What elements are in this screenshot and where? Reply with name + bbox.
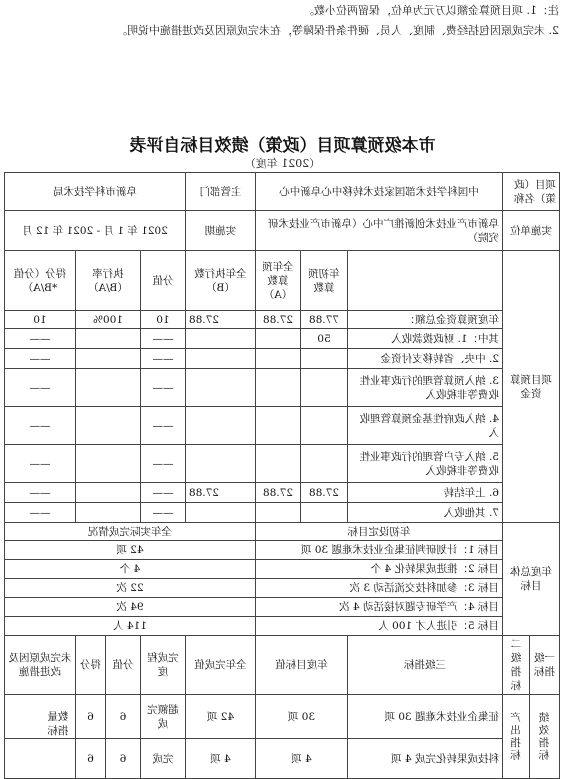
goal-set: 目标 5：引进人才 100 人 bbox=[255, 617, 502, 636]
target-value: 30 项 bbox=[255, 695, 347, 739]
funds-initial bbox=[301, 445, 348, 483]
funds-row bbox=[4, 483, 559, 503]
weight-value: 6 bbox=[105, 739, 140, 779]
level2-output-label bbox=[503, 695, 530, 779]
actual-header: 全年完成值 bbox=[185, 636, 255, 695]
level2-header: 二级指标 bbox=[503, 636, 530, 695]
funds-row-label: 4. 纳入政府性基金预算管理收入 bbox=[348, 407, 503, 445]
funds-rate bbox=[75, 369, 140, 407]
funds-fullyear bbox=[255, 369, 300, 407]
degree-value: 完成 bbox=[140, 739, 185, 779]
impl-unit-label: 实施单位 bbox=[503, 211, 560, 251]
reason-header: 未完成原因及改进措施 bbox=[4, 636, 75, 695]
funds-row bbox=[4, 503, 559, 523]
funds-score: —— bbox=[4, 329, 75, 349]
funds-score: —— bbox=[4, 503, 75, 523]
funds-score: —— bbox=[4, 483, 75, 503]
weight-header: 分值 bbox=[105, 636, 140, 695]
target-header: 年度目标值 bbox=[255, 636, 347, 695]
funds-weight: 10 bbox=[140, 311, 185, 329]
page-title: 市本级预算项目（政策）绩效目标自评表 bbox=[129, 136, 436, 156]
funds-score: —— bbox=[4, 445, 75, 483]
funds-rate bbox=[75, 445, 140, 483]
funds-executed bbox=[185, 503, 255, 523]
level3-text: 征集企业技术难题 30 项 bbox=[384, 710, 499, 723]
funds-fullyear bbox=[255, 445, 300, 483]
funds-row bbox=[4, 329, 559, 349]
level3-value bbox=[348, 695, 503, 739]
funds-initial: 27.88 bbox=[301, 483, 348, 503]
row-indicator-headers bbox=[4, 636, 559, 695]
funds-row bbox=[4, 369, 559, 407]
funds-rate bbox=[75, 329, 140, 349]
funds-executed: 27.88 bbox=[185, 311, 255, 329]
funds-row-label: 2. 中央、省转移支付资金 bbox=[348, 349, 503, 369]
funds-row bbox=[4, 445, 559, 483]
funds-row-label: 3. 纳入预算管理的行政事业性收费等非税收入 bbox=[348, 369, 503, 407]
funds-rate bbox=[75, 407, 140, 445]
row-funds-headers bbox=[4, 251, 559, 311]
project-name-label: 项目（政策）名称 bbox=[503, 173, 560, 211]
col-weight-header: 分值 bbox=[140, 251, 185, 311]
note-1: 注：1. 项目预算金额以万元为单位，保留两位小数。 bbox=[303, 4, 559, 17]
reason-value bbox=[4, 739, 75, 779]
level1-label: 绩效指标 bbox=[530, 695, 560, 779]
note-2: 2. 未完成原因包括经费、制度、人员、硬件条件保障等，在未完成原因及改进措施中说明。 bbox=[116, 24, 559, 37]
goal-set: 目标 3：参加科技交流活动 3 次 bbox=[255, 579, 502, 598]
col-executed-header: 全年执行数（B） bbox=[185, 251, 255, 311]
goal-actual: 114 人 bbox=[4, 617, 255, 636]
funds-score: 10 bbox=[4, 311, 75, 329]
funds-fullyear bbox=[255, 503, 300, 523]
funds-row bbox=[4, 349, 559, 369]
funds-rate: 100% bbox=[75, 311, 140, 329]
funds-row-label: 5. 纳入专户管理的行政事业性收费等非税收入 bbox=[348, 445, 503, 483]
project-name-value: 中国科学技术部国家技术转移中心阜新中心 bbox=[255, 173, 502, 211]
funds-weight: —— bbox=[140, 329, 185, 349]
indicator-row bbox=[4, 739, 559, 779]
funds-rate bbox=[75, 483, 140, 503]
level1-header: 一级指标 bbox=[530, 636, 560, 695]
score-value: 6 bbox=[75, 739, 105, 779]
score-value: 6 bbox=[75, 695, 105, 739]
funds-score: —— bbox=[4, 369, 75, 407]
funds-executed bbox=[185, 407, 255, 445]
page-subtitle: （2021 年度） bbox=[244, 157, 321, 170]
period-label: 实施期 bbox=[185, 211, 255, 251]
funds-fullyear bbox=[255, 349, 300, 369]
goal-row bbox=[4, 560, 559, 579]
row-project-name bbox=[4, 173, 559, 211]
funds-weight: —— bbox=[140, 445, 185, 483]
col-rate-header: 执行率（B/A） bbox=[75, 251, 140, 311]
funds-weight: —— bbox=[140, 503, 185, 523]
funds-score: —— bbox=[4, 407, 75, 445]
funds-fullyear bbox=[255, 329, 300, 349]
score-header: 得分 bbox=[75, 636, 105, 695]
funds-row-label: 其中：1. 财政拨款收入 bbox=[348, 329, 503, 349]
funds-initial bbox=[301, 407, 348, 445]
goal-set: 目标 2：推进成果转化 4 个 bbox=[255, 560, 502, 579]
period-value: 2021 年 1 月 - 2021 年 12 月 bbox=[4, 211, 185, 251]
degree-header: 完成程度 bbox=[140, 636, 185, 695]
actual-value: 4 项 bbox=[185, 739, 255, 779]
evaluation-table bbox=[4, 172, 560, 779]
funds-fullyear: 27.88 bbox=[255, 483, 300, 503]
col-fullyear-header: 全年预算数（A） bbox=[255, 251, 300, 311]
impl-unit-value: 阜新市产业技术创新推广中心（阜新市产业技术研究院） bbox=[255, 211, 502, 251]
funds-rate bbox=[75, 349, 140, 369]
funds-score: —— bbox=[4, 349, 75, 369]
funds-executed bbox=[185, 445, 255, 483]
funds-executed bbox=[185, 369, 255, 407]
col-score-header: 得分（分值*B/A） bbox=[4, 251, 75, 311]
funds-weight: —— bbox=[140, 483, 185, 503]
funds-initial bbox=[301, 349, 348, 369]
col-initial-header: 年初预算数 bbox=[301, 251, 348, 311]
funds-row bbox=[4, 311, 559, 329]
degree-value: 超额完成 bbox=[140, 695, 185, 739]
indicator-row bbox=[4, 695, 559, 739]
funds-row bbox=[4, 407, 559, 445]
goal-row bbox=[4, 541, 559, 560]
goal-actual: 22 次 bbox=[4, 579, 255, 598]
row-impl-unit bbox=[4, 211, 559, 251]
funds-executed: 27.88 bbox=[185, 483, 255, 503]
level2-label: 产出指标 bbox=[510, 711, 522, 762]
funds-row-label: 年度预算资金总额： bbox=[348, 311, 503, 329]
level3-text: 科技成果转化完成 4 项 bbox=[391, 752, 499, 765]
funds-row-label: 6. 上年结转 bbox=[348, 483, 503, 503]
funds-executed bbox=[185, 329, 255, 349]
funds-executed bbox=[185, 349, 255, 369]
goal-set: 目标 1：计划研判征集企业技术难题 30 项 bbox=[255, 541, 502, 560]
funds-initial: 50 bbox=[301, 329, 348, 349]
funds-weight: —— bbox=[140, 349, 185, 369]
dept-value: 阜新市科学技术局 bbox=[4, 173, 185, 211]
funds-weight: —— bbox=[140, 407, 185, 445]
funds-fullyear: 27.88 bbox=[255, 311, 300, 329]
weight-value: 6 bbox=[105, 695, 140, 739]
funds-empty-header bbox=[348, 251, 503, 311]
goal-row bbox=[4, 579, 559, 598]
funds-section-label: 项目预算资金 bbox=[503, 251, 560, 523]
goal-row bbox=[4, 598, 559, 617]
row-goals-headers bbox=[4, 523, 559, 541]
goal-row bbox=[4, 617, 559, 636]
target-value: 4 项 bbox=[255, 739, 347, 779]
funds-initial bbox=[301, 369, 348, 407]
goals-set-header: 年初设定目标 bbox=[255, 523, 502, 541]
goal-actual: 94 次 bbox=[4, 598, 255, 617]
funds-fullyear bbox=[255, 407, 300, 445]
dept-label: 主管部门 bbox=[185, 173, 255, 211]
funds-row-label: 7. 其他收入 bbox=[348, 503, 503, 523]
goal-actual: 4 个 bbox=[4, 560, 255, 579]
goals-actual-header: 全年实际完成情况 bbox=[4, 523, 255, 541]
goal-set: 目标 4：产学研专题对接活动 4 次 bbox=[255, 598, 502, 617]
quantity-indicator-label: 数量指标 bbox=[45, 710, 71, 738]
funds-initial bbox=[301, 503, 348, 523]
actual-value: 42 项 bbox=[185, 695, 255, 739]
funds-rate bbox=[75, 503, 140, 523]
goal-actual: 42 项 bbox=[4, 541, 255, 560]
goals-section-label: 年度总体目标 bbox=[503, 523, 560, 636]
funds-weight: —— bbox=[140, 369, 185, 407]
level3-value bbox=[348, 739, 503, 779]
level3-header: 三级指标 bbox=[348, 636, 503, 695]
funds-initial: 77.88 bbox=[301, 311, 348, 329]
